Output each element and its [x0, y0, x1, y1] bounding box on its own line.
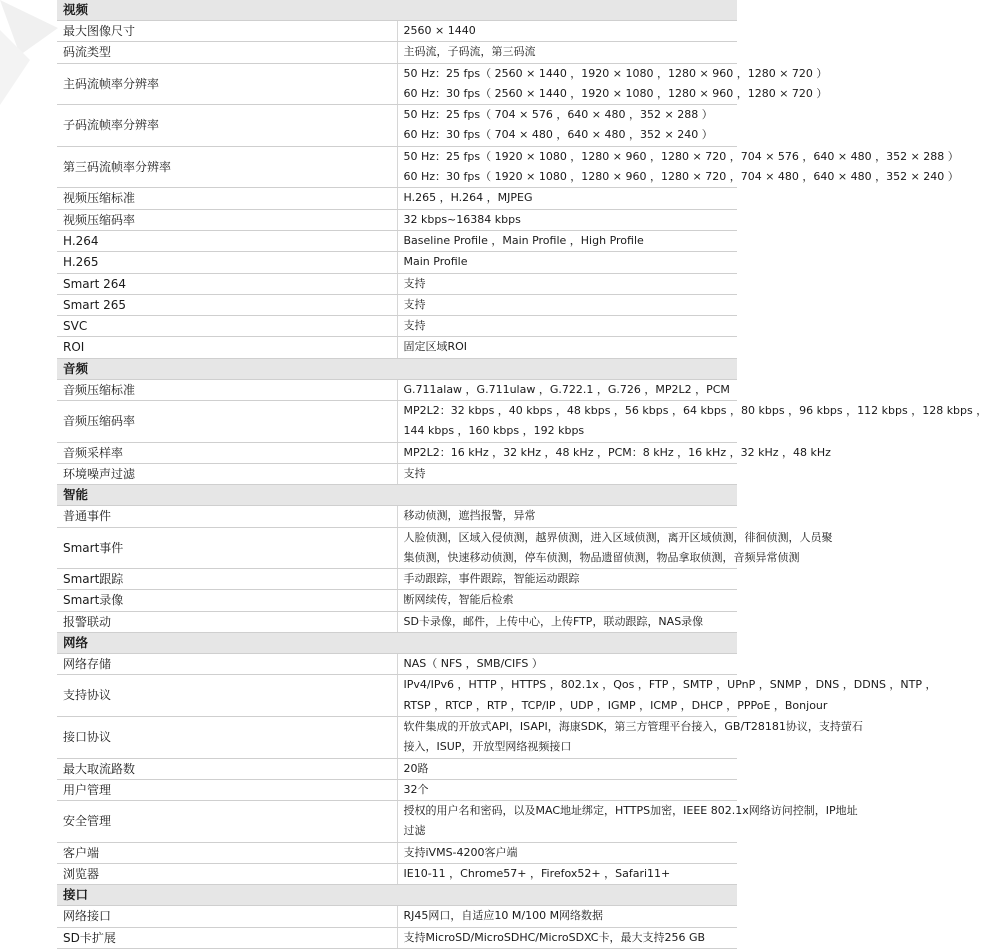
spec-label: 视频压缩标准	[57, 188, 397, 209]
spec-table	[57, 0, 987, 949]
spec-value-line: RJ45网口，自适应10 M/100 M网络数据	[403, 909, 604, 923]
spec-label: SVC	[57, 316, 397, 337]
spec-label: Smart录像	[57, 590, 397, 611]
spec-label: 报警联动	[57, 611, 397, 632]
spec-value	[397, 801, 858, 843]
spec-value-line: 32个	[403, 782, 429, 796]
spec-row	[57, 146, 737, 188]
spec-value-line: Baseline Profile ，Main Profile ，High Profile	[403, 233, 644, 247]
spec-value-line: 支持MicroSD/MicroSDHC/MicroSDXC卡，最大支持256 GB	[403, 930, 706, 944]
spec-row	[57, 779, 737, 800]
spec-table-body	[57, 0, 987, 948]
spec-value	[397, 675, 937, 717]
spec-value	[397, 105, 737, 147]
spec-value	[397, 401, 987, 443]
section-title: 音频	[57, 358, 737, 379]
spec-value-line: 支持	[403, 466, 426, 480]
spec-label: 最大取流路数	[57, 758, 397, 779]
spec-row	[57, 337, 737, 358]
spec-value	[397, 252, 737, 273]
spec-label: 环境噪声过滤	[57, 463, 397, 484]
spec-row	[57, 569, 737, 590]
spec-label: 用户管理	[57, 779, 397, 800]
spec-value-line: 20路	[403, 761, 429, 775]
spec-value	[397, 442, 831, 463]
spec-row	[57, 273, 737, 294]
spec-label: Smart跟踪	[57, 569, 397, 590]
spec-value	[397, 906, 737, 927]
spec-value-line: MP2L2：16 kHz ，32 kHz ，48 kHz ，PCM：8 kHz ，16 kHz ，32 kHz ，48 kHz	[403, 445, 831, 459]
spec-value-line: 支持	[403, 319, 426, 333]
spec-row	[57, 442, 737, 463]
spec-label: 第三码流帧率分辨率	[57, 146, 397, 188]
spec-value-line: 60 Hz：30 fps（ 2560 × 1440 ，1920 × 1080 ，1280 × 960 ，1280 × 720 ）	[403, 86, 828, 100]
spec-value-line: 2560 × 1440	[403, 24, 476, 37]
section-header	[57, 485, 737, 506]
spec-value	[397, 21, 737, 42]
spec-label: 码流类型	[57, 42, 397, 63]
spec-value-line: 50 Hz：25 fps（ 704 × 576 ，640 × 480 ，352 × 288 ）	[403, 108, 713, 122]
spec-row	[57, 611, 737, 632]
section-title: 视频	[57, 0, 737, 21]
section-header	[57, 358, 737, 379]
spec-row	[57, 927, 737, 948]
spec-label: 音频压缩码率	[57, 401, 397, 443]
spec-value	[397, 654, 737, 675]
spec-value	[397, 337, 737, 358]
section-header	[57, 0, 737, 21]
spec-row	[57, 758, 737, 779]
spec-row	[57, 463, 737, 484]
spec-value-line: 集侦测，快速移动侦测，停车侦测，物品遗留侦测，物品拿取侦测，音频异常侦测	[403, 550, 800, 564]
spec-value	[397, 716, 863, 758]
section-header	[57, 885, 737, 906]
spec-value	[397, 527, 833, 569]
spec-row	[57, 188, 737, 209]
spec-row	[57, 906, 737, 927]
spec-label: 客户端	[57, 842, 397, 863]
spec-value	[397, 569, 737, 590]
spec-value	[397, 758, 737, 779]
spec-value-line: 50 Hz：25 fps（ 1920 × 1080 ，1280 × 960 ，1280 × 720 ，704 × 576 ，640 × 480 ，352 × 288 ）	[403, 149, 959, 163]
spec-value-line: 60 Hz：30 fps（ 704 × 480 ，640 × 480 ，352 × 240 ）	[403, 128, 713, 142]
spec-label: Smart事件	[57, 527, 397, 569]
spec-value-line: IPv4/IPv6 ，HTTP ，HTTPS ，802.1x ，Qos ，FTP ，SMTP ，UPnP ，SNMP ，DNS ，DDNS ，NTP ，	[403, 678, 937, 692]
spec-value	[397, 63, 828, 105]
spec-row	[57, 716, 737, 758]
section-header	[57, 633, 737, 654]
spec-row	[57, 379, 737, 400]
spec-value	[397, 842, 737, 863]
spec-label: 音频压缩标准	[57, 379, 397, 400]
spec-value	[397, 42, 737, 63]
spec-row	[57, 863, 737, 884]
section-title: 网络	[57, 633, 737, 654]
spec-value-line: RTSP ，RTCP ，RTP ，TCP/IP ，UDP ，IGMP ，ICMP ，DHCP ，PPPoE ，Bonjour	[403, 698, 828, 712]
spec-row	[57, 42, 737, 63]
spec-value-line: 移动侦测，遮挡报警，异常	[403, 509, 536, 523]
spec-value-line: 断网续传，智能后检索	[403, 593, 514, 607]
spec-label: H.265	[57, 252, 397, 273]
spec-value-line: 接入，ISUP，开放型网络视频接口	[403, 740, 572, 754]
spec-label: ROI	[57, 337, 397, 358]
spec-value	[397, 188, 737, 209]
spec-value-line: 支持	[403, 276, 426, 290]
spec-value	[397, 779, 737, 800]
section-title: 接口	[57, 885, 737, 906]
spec-label: 网络接口	[57, 906, 397, 927]
section-title: 智能	[57, 485, 737, 506]
spec-value	[397, 146, 959, 188]
spec-value	[397, 590, 737, 611]
spec-label: 视频压缩码率	[57, 209, 397, 230]
watermark-logo	[0, 0, 60, 110]
spec-value-line: 软件集成的开放式API，ISAPI，海康SDK，第三方管理平台接入，GB/T28181协议，支持萤石	[403, 719, 863, 733]
spec-label: SD卡扩展	[57, 927, 397, 948]
spec-value-line: MP2L2：32 kbps ，40 kbps ，48 kbps ，56 kbps ，64 kbps ，80 kbps ，96 kbps ，112 kbps ，128 kbps ，	[403, 404, 987, 418]
spec-value-line: 授权的用户名和密码，以及MAC地址绑定，HTTPS加密，IEEE 802.1x网络访问控制，IP地址	[403, 804, 858, 818]
spec-row	[57, 105, 737, 147]
spec-row	[57, 675, 737, 717]
spec-label: H.264	[57, 230, 397, 251]
spec-value	[397, 463, 737, 484]
spec-row	[57, 252, 737, 273]
spec-value-line: G.711alaw ，G.711ulaw ，G.722.1 ，G.726 ，MP2L2 ，PCM	[403, 382, 730, 396]
spec-value	[397, 230, 737, 251]
spec-row	[57, 506, 737, 527]
spec-value-line: 32 kbps~16384 kbps	[403, 212, 521, 226]
spec-value-line: H.265 ，H.264 ，MJPEG	[403, 191, 533, 205]
spec-label: 音频采样率	[57, 442, 397, 463]
spec-label: Smart 264	[57, 273, 397, 294]
spec-label: 普通事件	[57, 506, 397, 527]
spec-value-line: 主码流，子码流，第三码流	[403, 45, 536, 59]
spec-value	[397, 863, 737, 884]
spec-value	[397, 506, 737, 527]
spec-value-line: 手动跟踪，事件跟踪，智能运动跟踪	[403, 572, 580, 586]
spec-label: 浏览器	[57, 863, 397, 884]
spec-row	[57, 801, 737, 843]
spec-label: 主码流帧率分辨率	[57, 63, 397, 105]
spec-label: 安全管理	[57, 801, 397, 843]
spec-label: Smart 265	[57, 294, 397, 315]
spec-value-line: SD卡录像，邮件，上传中心，上传FTP，联动跟踪，NAS录像	[403, 614, 704, 628]
spec-value-line: 支持iVMS-4200客户端	[403, 845, 518, 859]
spec-value	[397, 294, 737, 315]
spec-row	[57, 209, 737, 230]
spec-row	[57, 63, 737, 105]
spec-value-line: 过滤	[403, 824, 426, 838]
spec-label: 网络存储	[57, 654, 397, 675]
spec-row	[57, 21, 737, 42]
spec-value	[397, 209, 737, 230]
spec-row	[57, 842, 737, 863]
spec-value-line: 人脸侦测，区域入侵侦测，越界侦测，进入区域侦测，离开区域侦测，徘徊侦测，人员聚	[403, 530, 833, 544]
spec-value-line: 50 Hz：25 fps（ 2560 × 1440 ，1920 × 1080 ，1280 × 960 ，1280 × 720 ）	[403, 66, 828, 80]
spec-value	[397, 611, 737, 632]
spec-value-line: 支持	[403, 297, 426, 311]
spec-row	[57, 316, 737, 337]
spec-label: 子码流帧率分辨率	[57, 105, 397, 147]
spec-label: 接口协议	[57, 716, 397, 758]
spec-row	[57, 654, 737, 675]
spec-value-line: 固定区域ROI	[403, 340, 468, 354]
spec-row	[57, 401, 737, 443]
spec-row	[57, 294, 737, 315]
spec-value	[397, 273, 737, 294]
spec-value	[397, 379, 737, 400]
spec-value-line: IE10-11 ，Chrome57+ ，Firefox52+ ，Safari11+	[403, 866, 671, 880]
spec-value-line: NAS（ NFS ，SMB/CIFS ）	[403, 657, 543, 671]
spec-value-line: 144 kbps ，160 kbps ，192 kbps	[403, 424, 585, 438]
spec-label: 最大图像尺寸	[57, 21, 397, 42]
spec-value-line: 60 Hz：30 fps（ 1920 × 1080 ，1280 × 960 ，1280 × 720 ，704 × 480 ，640 × 480 ，352 × 240 ）	[403, 170, 959, 184]
spec-value	[397, 316, 737, 337]
spec-row	[57, 230, 737, 251]
spec-row	[57, 527, 737, 569]
spec-value-line: Main Profile	[403, 255, 468, 269]
spec-label: 支持协议	[57, 675, 397, 717]
spec-row	[57, 590, 737, 611]
spec-value	[397, 927, 737, 948]
